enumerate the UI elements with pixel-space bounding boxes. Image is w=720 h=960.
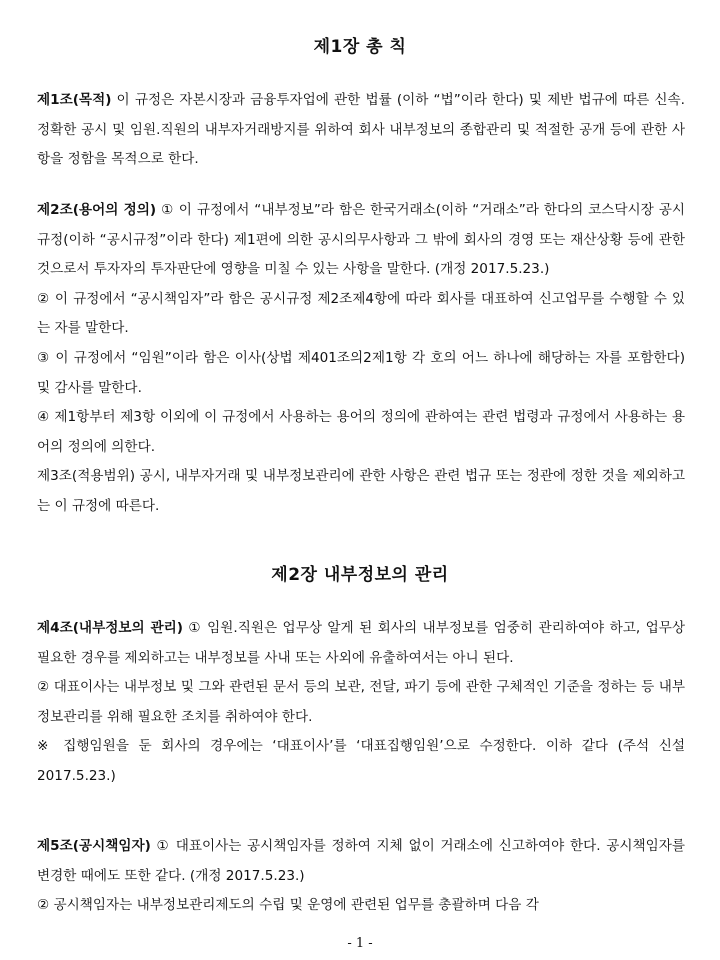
article-4-paragraph-1: 제4조(내부정보의 관리) ① 임원.직원은 업무상 알게 된 회사의 내부정보를 엄중히 관리하여야 하고, 업무상 필요한 경우를 제외하고는 내부정보를 사내 또는 사외에 유출하여서는 아니 된다. [37,620,685,666]
article-4-note: ※ 집행임원을 둔 회사의 경우에는 ‘대표이사’를 ‘대표집행임원’으로 수정한다. 이하 같다 (주석 신설 2017.5.23.) [37,738,685,784]
chapter-1-title: 제1장 총 칙 [313,37,407,57]
article-5-heading: 제5조(공시책임자) [37,838,151,854]
article-1 [37,86,685,175]
article-3: 제3조(적용범위) 공시, 내부자거래 및 내부정보관리에 관한 사항은 관련 법규 또는 정관에 정한 것을 제외하고는 이 규정에 따른다. [37,468,685,514]
article-2-paragraph-4: ④ 제1항부터 제3항 이외에 이 규정에서 사용하는 용어의 정의에 관하여는 관련 법령과 규정에서 사용하는 용어의 정의에 의한다. [37,409,685,455]
article-2 [37,196,685,522]
article-4-paragraph-2: ② 대표이사는 내부정보 및 그와 관련된 문서 등의 보관, 전달, 파기 등에 관한 구체적인 기준을 정하는 등 내부정보관리를 위해 필요한 조치를 취하여야 한다. [37,679,685,725]
article-2-paragraph-1: 제2조(용어의 정의) ① 이 규정에서 “내부정보”라 함은 한국거래소(이하 “거래소”라 한다의 코스닥시장 공시규정(이하 “공시규정”이라 한다) 제1편에 의한 공시의무사항과 그 밖에 회사의 경영 또는 재산상황 등에 관한 것으로서 투자자의 투자판단에 영향을 미칠 수 있는 사항을 말한다. (개정 2017.5.23.) [37,202,685,278]
article-4-heading: 제4조(내부정보의 관리) [37,620,183,636]
article-1-heading: 제1조(목적) [37,92,112,108]
article-2-paragraph-2: ② 이 규정에서 “공시책임자”라 함은 공시규정 제2조제4항에 따라 회사를 대표하여 신고업무를 수행할 수 있는 자를 말한다. [37,290,685,337]
article-5-paragraph-1: 제5조(공시책임자) ① 대표이사는 공시책임자를 정하여 지체 없이 거래소에 신고하여야 한다. 공시책임자를 변경한 때에도 또한 같다. (개정 2017.5.23.) [37,838,685,884]
article-1-body: 이 규정은 자본시장과 금융투자업에 관한 법률 (이하 “법”이라 한다) 및 제반 법규에 따른 신속.정확한 공시 및 임원.직원의 내부자거래방지를 위하여 회사 내부정보의 종합관리 및 적절한 공개 등에 관한 사항을 정함을 목적으로 한다. [37,92,685,168]
article-5 [37,832,685,921]
article-2-paragraph-3: ③ 이 규정에서 “임원”이라 함은 이사(상법 제401조의2제1항 각 호의 어느 하나에 해당하는 자를 포함한다) 및 감사를 말한다. [37,349,685,396]
article-4 [37,614,685,792]
article-5-paragraph-2: ② 공시책임자는 내부정보관리제도의 수립 및 운영에 관련된 업무를 총괄하며 다음 각 [37,897,539,914]
chapter-2-title: 제2장 내부정보의 관리 [271,565,449,585]
article-2-heading: 제2조(용어의 정의) [37,202,157,218]
page-number: - 1 - [347,936,373,951]
